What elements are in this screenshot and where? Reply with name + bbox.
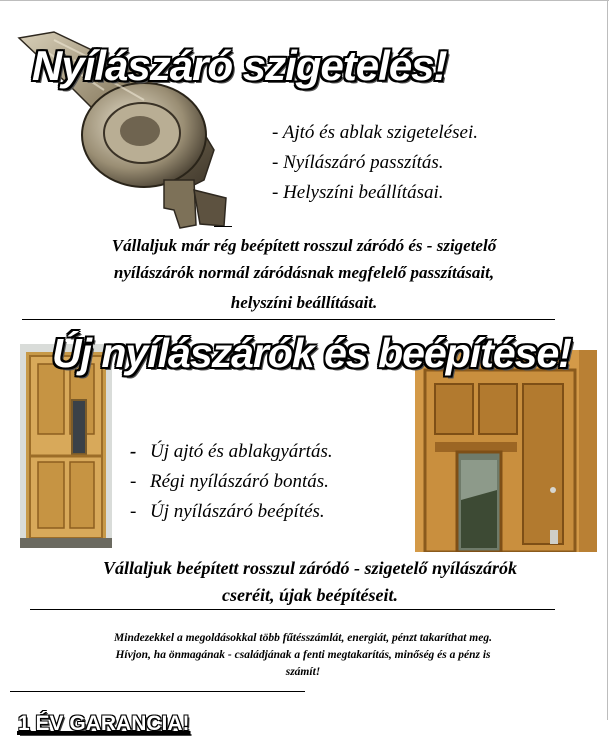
- service-list-2: [130, 437, 333, 527]
- service-list-1: [272, 118, 478, 208]
- divider: [30, 609, 555, 610]
- guarantee-badge: 1 ÉV GARANCIA!: [18, 712, 190, 735]
- wooden-door-photo-right: [415, 350, 597, 552]
- list-item: - Ajtó és ablak szigetelései.: [272, 122, 478, 143]
- footer-note: [18, 630, 588, 681]
- decor-dash: [214, 226, 232, 227]
- service-paragraph-2: [20, 555, 600, 609]
- paragraph-line: Vállaljuk beépített rosszul záródó - szigetelő nyílászárók: [102, 558, 518, 578]
- paragraph-line: Vállaljuk már rég beépített rosszul záródó és - szigetelő: [111, 236, 497, 255]
- paragraph-line: cseréit, újak beépítéseit.: [222, 585, 398, 605]
- list-item: - Új ajtó és ablakgyártás.: [130, 441, 333, 462]
- note-line: Mindezekkel a megoldásokkal több fűtésszámlát, energiát, pénzt takaríthat meg.: [114, 632, 492, 644]
- headline-new-windows: Új nyílászárók és beépítése!: [52, 330, 571, 376]
- divider: [22, 319, 555, 320]
- paragraph-line: helyszíni beállításait.: [230, 293, 378, 312]
- note-line: számít!: [285, 666, 321, 678]
- list-item: - Helyszíni beállításai.: [272, 182, 444, 203]
- divider: [10, 691, 305, 692]
- service-paragraph-1: [20, 232, 588, 316]
- headline-insulation: Nyílászáró szigetelés!: [32, 42, 447, 89]
- list-item: - Nyílászáró passzítás.: [272, 152, 444, 173]
- paragraph-line: nyílászárók normál záródásnak megfelelő passzításait,: [113, 263, 495, 282]
- note-line: Hívjon, ha önmagának - családjának a fenti megtakarítás, minőség és a pénz is: [115, 649, 491, 661]
- list-item: - Régi nyílászáró bontás.: [130, 471, 329, 492]
- page-border-top: [0, 0, 609, 1]
- list-item: - Új nyílászáró beépítés.: [130, 501, 325, 522]
- page-border-right: [607, 0, 608, 720]
